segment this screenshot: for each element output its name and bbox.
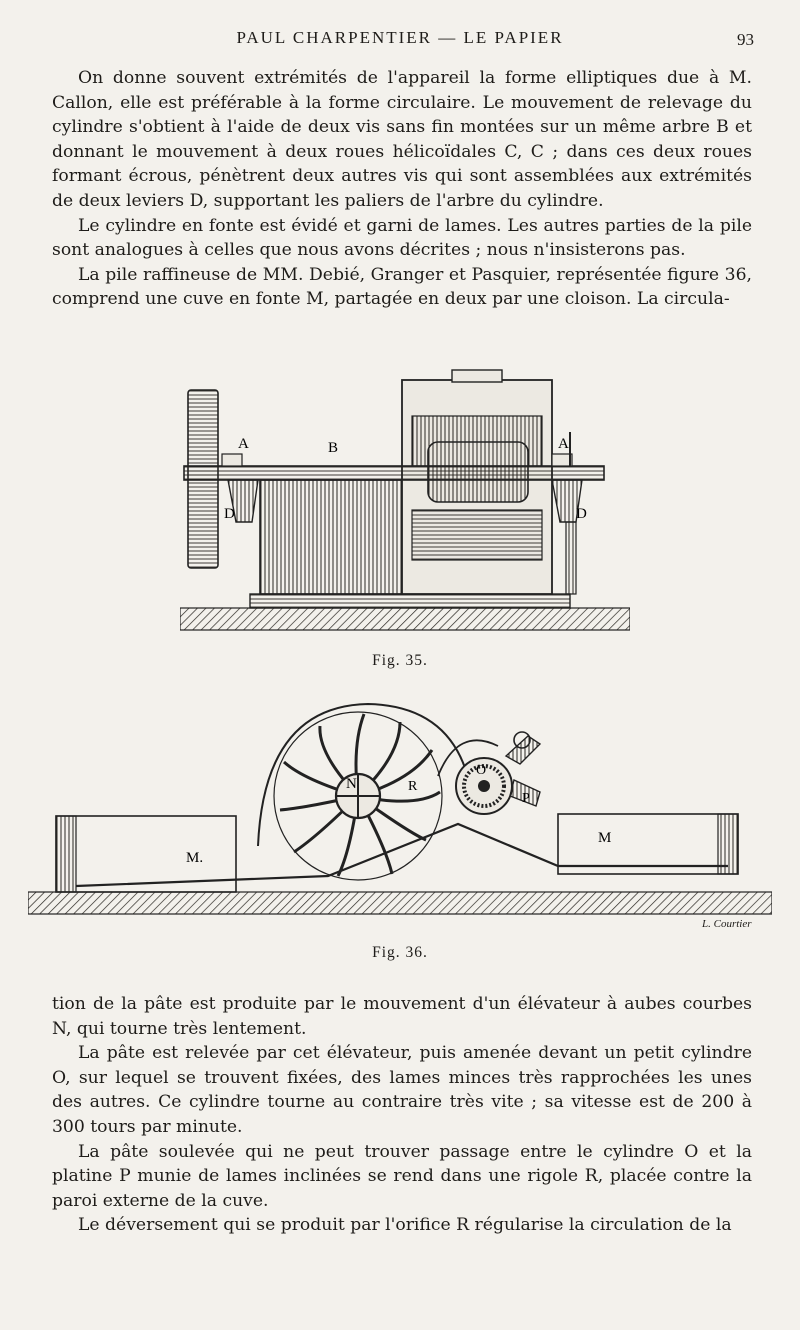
- label-d-left: D: [224, 506, 235, 522]
- ground-hatch: [180, 608, 630, 630]
- figure-36-drawing: [28, 696, 772, 938]
- paragraph: tion de la pâte est produite par le mouvement d'un élévateur à aubes courbes N, qui tourne très lentement.: [52, 994, 752, 1039]
- running-title: PAUL CHARPENTIER — LE PAPIER: [236, 28, 564, 47]
- paragraph: La pâte soulevée qui ne peut trouver passage entre le cylindre O et la platine P munie de lames inclinées se rend dans une rigole R, placée contre la paroi externe de la cuve.: [52, 1141, 752, 1211]
- text-block-bottom: [52, 992, 752, 1238]
- label-a-left: A: [238, 436, 249, 452]
- label-m-left: M.: [186, 850, 204, 866]
- label-n: N: [346, 776, 357, 792]
- elevator-wheel: [274, 712, 442, 880]
- figure-35-drawing: [180, 362, 630, 638]
- figure-36-caption: Fig. 36.: [372, 944, 428, 961]
- cylinder-o: [438, 740, 512, 814]
- label-a-right: A: [558, 436, 569, 452]
- engraver-signature: L. Courtier: [702, 918, 752, 930]
- page-number: 93: [737, 30, 754, 49]
- label-o: O: [476, 763, 487, 778]
- running-head: [0, 28, 800, 54]
- shaft-b: [184, 466, 604, 480]
- paragraph: La pile raffineuse de MM. Debié, Granger et Pasquier, représentée figure 36, comprend une cuve en fonte M, partagée en deux par une cloison. La circula-: [52, 264, 752, 310]
- paragraph: Le cylindre en fonte est évidé et garni de lames. Les autres parties de la pile sont analogues à celles que nous avons décrites ; nous n'insisterons pas.: [52, 215, 752, 261]
- figure-35-caption: Fig. 35.: [372, 652, 428, 669]
- label-m-right: M: [598, 830, 612, 846]
- paragraph: Le déversement qui se produit par l'orifice R régularise la circulation de la: [78, 1215, 732, 1236]
- text-block-top: [52, 66, 752, 312]
- label-b: B: [328, 440, 339, 456]
- label-d-right: D: [576, 506, 587, 522]
- paragraph: On donne souvent extrémités de l'appareil la forme elliptiques due à M. Callon, elle est préférable à la forme circulaire. Le mouvement de relevage du cylindre s'obtient à l'aide de deux vis sans fin montées sur un même arbre B et donnant le mouvement à deux roues hélicoïdales C, C ; dans ces deux roues formant écrous, pénètrent deux autres vis qui sont assemblées aux extrémités de deux leviers D, supportant les paliers de l'arbre du cylindre.: [52, 68, 752, 211]
- figure-36-engraving: [28, 696, 772, 938]
- figure-35-engraving: [180, 362, 630, 638]
- label-p: P: [522, 791, 530, 806]
- paragraph: La pâte est relevée par cet élévateur, puis amenée devant un petit cylindre O, sur lequel se trouvent fixées, des lames minces très rapprochées les unes des autres. Ce cylindre tourne au contraire très vite ; sa vitesse est de 200 à 300 tours par minute.: [52, 1043, 752, 1137]
- label-r: R: [408, 779, 418, 794]
- ground-hatch: [28, 892, 772, 914]
